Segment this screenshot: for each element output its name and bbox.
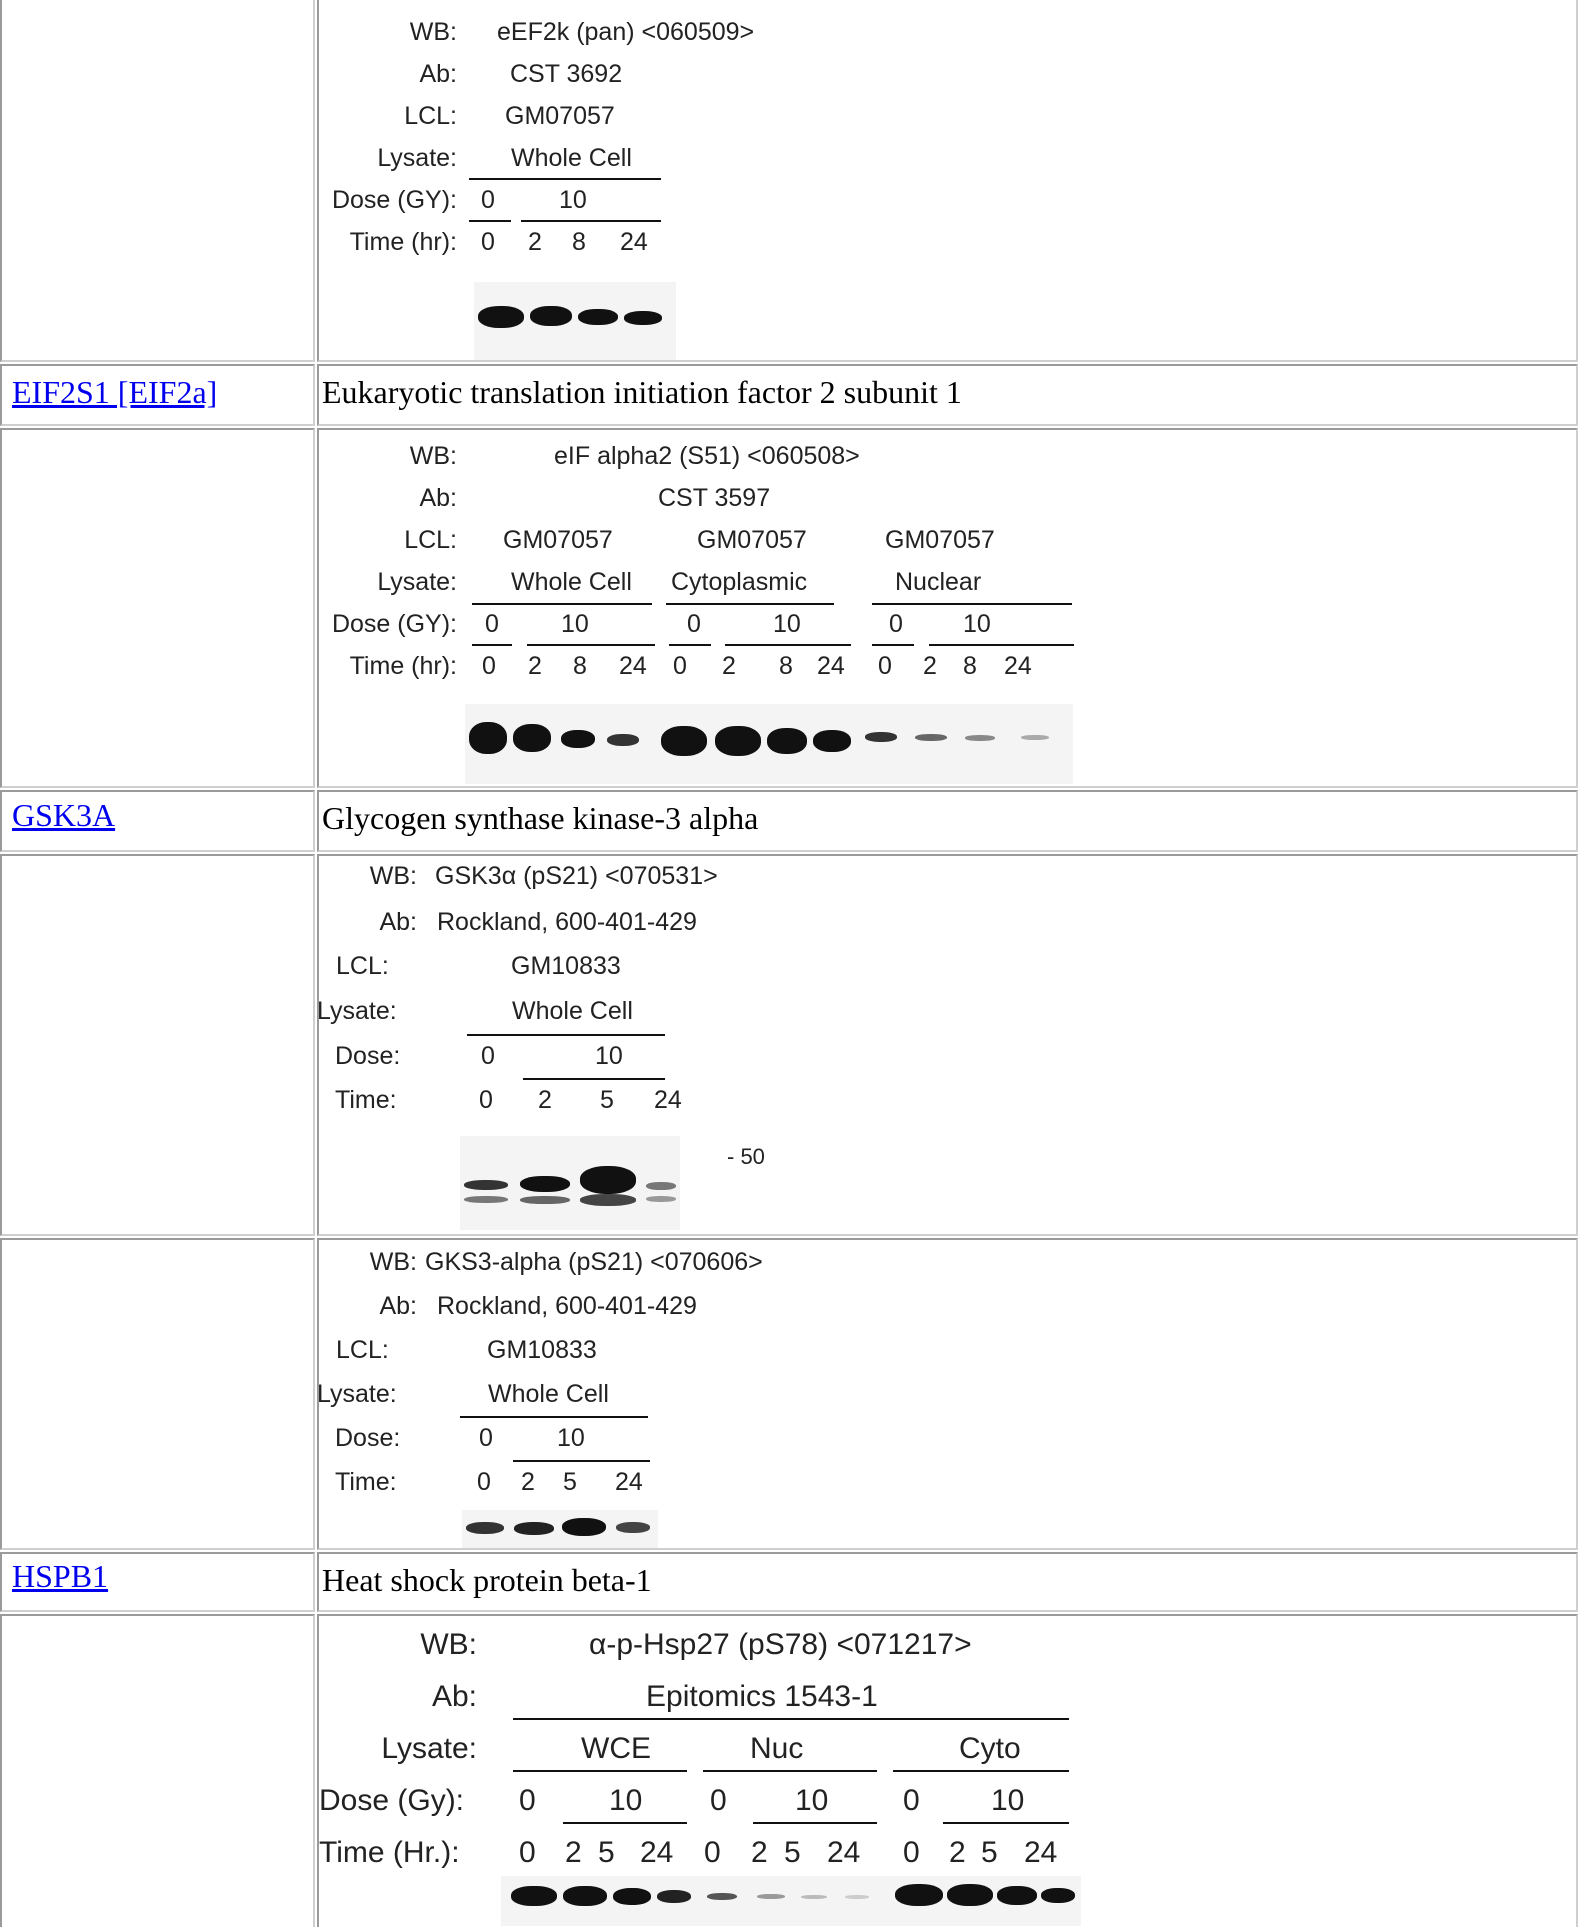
lcl-value: GM10833 <box>487 1336 597 1364</box>
dose-underline <box>725 644 851 646</box>
dose-label: Dose (Gy): <box>319 1784 465 1817</box>
table-row <box>0 364 1578 426</box>
gene-link-eif2s1[interactable]: EIF2S1 [EIF2a] <box>12 374 218 410</box>
dose-underline <box>943 1822 1069 1824</box>
dose-0: 0 <box>481 186 495 214</box>
band <box>513 724 551 752</box>
band <box>801 1895 827 1899</box>
wb-value: eEF2k (pan) <060509> <box>497 18 755 46</box>
table-row <box>0 1238 1578 1550</box>
band <box>520 1196 570 1204</box>
gene-description: Glycogen synthase kinase-3 alpha <box>322 800 759 836</box>
band <box>915 734 947 741</box>
band <box>767 728 807 754</box>
time-24: 24 <box>619 652 647 680</box>
table-row <box>0 428 1578 788</box>
time-2: 2 <box>751 1836 768 1869</box>
time-2: 2 <box>949 1836 966 1869</box>
dose-underline <box>753 1822 877 1824</box>
band <box>578 309 618 325</box>
lysate-underline <box>703 1770 877 1772</box>
band <box>530 306 572 326</box>
lysate-value: Whole Cell <box>512 997 633 1025</box>
wb-label: WB: <box>409 442 457 470</box>
lysate-underline <box>893 1770 1069 1772</box>
band <box>965 735 995 741</box>
lcl-label: LCL: <box>336 952 389 980</box>
time-0: 0 <box>481 228 495 256</box>
lcl-value: GM07057 <box>505 102 615 130</box>
lcl-value: GM10833 <box>511 952 621 980</box>
time-label: Time (Hr.): <box>319 1836 460 1869</box>
dose-0: 0 <box>687 610 701 638</box>
blot-image <box>462 1510 658 1548</box>
dose-underline <box>872 644 914 646</box>
lysate-label: Lysate: <box>317 997 397 1025</box>
lysate-value: Whole Cell <box>511 568 632 596</box>
table-row <box>0 0 1578 362</box>
lysate-underline <box>666 603 834 605</box>
time-24: 24 <box>1004 652 1032 680</box>
wb-value: GSK3α (pS21) <070531> <box>435 862 718 890</box>
time-5: 5 <box>563 1468 577 1496</box>
time-label: Time (hr): <box>349 228 457 256</box>
band <box>997 1886 1037 1905</box>
time-label: Time (hr): <box>349 652 457 680</box>
band <box>464 1180 508 1190</box>
lysate-value: Nuc <box>750 1732 804 1765</box>
time-0: 0 <box>903 1836 920 1869</box>
time-5: 5 <box>600 1086 614 1114</box>
time-8: 8 <box>779 652 793 680</box>
ab-value: CST 3692 <box>510 60 623 88</box>
time-24: 24 <box>620 228 648 256</box>
dose-0: 0 <box>519 1784 536 1817</box>
wb-label: WB: <box>369 1248 417 1276</box>
dose-0: 0 <box>481 1042 495 1070</box>
dose-underline <box>472 644 512 646</box>
time-24: 24 <box>654 1086 682 1114</box>
gene-description: Heat shock protein beta-1 <box>322 1562 652 1598</box>
band <box>707 1893 737 1900</box>
dose-label: Dose: <box>335 1424 401 1452</box>
dose-10-underline <box>513 1460 650 1462</box>
band <box>657 1890 691 1903</box>
lysate-value: Whole Cell <box>511 144 632 172</box>
band <box>661 726 707 756</box>
lcl-label: LCL: <box>336 1336 389 1364</box>
time-0: 0 <box>479 1086 493 1114</box>
blot-image <box>501 1876 1081 1926</box>
dose-10: 10 <box>963 610 991 638</box>
lcl-value: GM07057 <box>697 526 807 554</box>
dose-10: 10 <box>991 1784 1025 1817</box>
time-5: 5 <box>598 1836 615 1869</box>
band <box>947 1884 993 1906</box>
dose-10: 10 <box>559 186 587 214</box>
dose-0: 0 <box>485 610 499 638</box>
dose-label: Dose (GY): <box>331 186 457 214</box>
dose-10-underline <box>523 1078 665 1080</box>
ab-label: Ab: <box>431 1680 477 1713</box>
time-24: 24 <box>640 1836 674 1869</box>
time-0: 0 <box>878 652 892 680</box>
blot-image <box>460 1136 680 1230</box>
lysate-value: Whole Cell <box>488 1380 609 1408</box>
table-cell-empty <box>0 1238 315 1550</box>
ab-underline <box>513 1718 1069 1720</box>
dose-underline <box>669 644 711 646</box>
band <box>514 1522 554 1535</box>
lysate-underline <box>872 603 1072 605</box>
time-2: 2 <box>538 1086 552 1114</box>
gene-link-gsk3a[interactable]: GSK3A <box>12 797 116 833</box>
band <box>895 1884 943 1906</box>
time-8: 8 <box>572 228 586 256</box>
ab-value: CST 3597 <box>658 484 771 512</box>
dose-0: 0 <box>889 610 903 638</box>
time-24: 24 <box>817 652 845 680</box>
time-2: 2 <box>521 1468 535 1496</box>
band <box>646 1196 676 1202</box>
blot-image <box>465 704 1073 784</box>
dose-underline <box>929 644 1074 646</box>
band <box>464 1196 508 1203</box>
time-label: Time: <box>335 1086 397 1114</box>
lcl-label: LCL: <box>404 102 457 130</box>
band <box>757 1894 785 1899</box>
band <box>563 1886 607 1906</box>
band <box>1041 1888 1075 1903</box>
table-row <box>0 790 1578 852</box>
ab-label: Ab: <box>419 60 457 88</box>
band <box>607 734 639 746</box>
ab-label: Ab: <box>379 1292 417 1320</box>
lysate-underline <box>513 1770 687 1772</box>
ab-value: Rockland, 600-401-429 <box>437 908 697 936</box>
lysate-underline <box>472 603 652 605</box>
band <box>813 730 851 752</box>
time-24: 24 <box>615 1468 643 1496</box>
lysate-label: Lysate: <box>317 1380 397 1408</box>
table-cell-empty <box>0 428 315 788</box>
band <box>715 726 761 756</box>
dose-0-underline <box>469 220 511 222</box>
lysate-underline <box>460 1416 648 1418</box>
time-2: 2 <box>565 1836 582 1869</box>
wb-label: WB: <box>369 862 417 890</box>
mw-marker: - 50 <box>727 1144 765 1169</box>
band <box>478 306 524 328</box>
time-8: 8 <box>963 652 977 680</box>
dose-10: 10 <box>595 1042 623 1070</box>
gene-description: Eukaryotic translation initiation factor 2 subunit 1 <box>322 374 962 410</box>
lysate-value: Cyto <box>959 1732 1021 1765</box>
time-24: 24 <box>1024 1836 1058 1869</box>
dose-underline <box>527 644 655 646</box>
lysate-value: Cytoplasmic <box>671 568 808 596</box>
band <box>466 1522 504 1534</box>
time-0: 0 <box>477 1468 491 1496</box>
table-row <box>0 1614 1578 1927</box>
time-2: 2 <box>722 652 736 680</box>
time-0: 0 <box>673 652 687 680</box>
dose-10: 10 <box>609 1784 643 1817</box>
lysate-label: Lysate: <box>381 1732 477 1765</box>
band <box>613 1888 651 1905</box>
lysate-label: Lysate: <box>377 568 457 596</box>
time-2: 2 <box>528 652 542 680</box>
lcl-label: LCL: <box>404 526 457 554</box>
lcl-value: GM07057 <box>503 526 613 554</box>
dose-0: 0 <box>479 1424 493 1452</box>
dose-10: 10 <box>795 1784 829 1817</box>
lysate-value: Nuclear <box>895 568 982 596</box>
band <box>580 1166 636 1194</box>
lysate-value: WCE <box>581 1732 651 1765</box>
wb-value: GKS3-alpha (pS21) <070606> <box>425 1248 763 1276</box>
band <box>520 1176 570 1192</box>
lysate-underline <box>469 178 661 180</box>
lysate-label: Lysate: <box>377 144 457 172</box>
time-5: 5 <box>784 1836 801 1869</box>
gene-link-hspb1[interactable]: HSPB1 <box>12 1558 109 1594</box>
dose-label: Dose (GY): <box>331 610 457 638</box>
ab-label: Ab: <box>419 484 457 512</box>
band <box>511 1886 557 1906</box>
lysate-underline <box>467 1034 665 1036</box>
wb-label: WB: <box>409 18 457 46</box>
ab-value: Epitomics 1543-1 <box>646 1680 878 1713</box>
band <box>616 1522 650 1533</box>
wb-label: WB: <box>420 1628 477 1661</box>
dose-0: 0 <box>903 1784 920 1817</box>
dose-10: 10 <box>773 610 801 638</box>
band <box>865 732 897 742</box>
dose-10: 10 <box>557 1424 585 1452</box>
band <box>561 730 595 748</box>
band <box>562 1518 606 1536</box>
band <box>469 722 507 754</box>
time-24: 24 <box>827 1836 861 1869</box>
table-cell-empty <box>0 0 315 362</box>
band <box>1021 735 1049 740</box>
time-2: 2 <box>528 228 542 256</box>
time-5: 5 <box>981 1836 998 1869</box>
ab-label: Ab: <box>379 908 417 936</box>
table-row <box>0 1552 1578 1612</box>
dose-label: Dose: <box>335 1042 401 1070</box>
time-2: 2 <box>923 652 937 680</box>
band <box>845 1895 869 1899</box>
time-8: 8 <box>573 652 587 680</box>
band <box>646 1182 676 1190</box>
table-row <box>0 854 1578 1236</box>
ab-value: Rockland, 600-401-429 <box>437 1292 697 1320</box>
wb-value: eIF alpha2 (S51) <060508> <box>554 442 860 470</box>
time-0: 0 <box>519 1836 536 1869</box>
band <box>624 311 662 325</box>
blot-image <box>474 282 676 360</box>
time-0: 0 <box>482 652 496 680</box>
table-cell-empty <box>0 1614 315 1927</box>
time-0: 0 <box>704 1836 721 1869</box>
dose-10-underline <box>521 220 661 222</box>
dose-10: 10 <box>561 610 589 638</box>
band <box>580 1194 636 1206</box>
time-label: Time: <box>335 1468 397 1496</box>
wb-value: α-p-Hsp27 (pS78) <071217> <box>589 1628 972 1661</box>
dose-0: 0 <box>710 1784 727 1817</box>
lcl-value: GM07057 <box>885 526 995 554</box>
dose-underline <box>563 1822 687 1824</box>
